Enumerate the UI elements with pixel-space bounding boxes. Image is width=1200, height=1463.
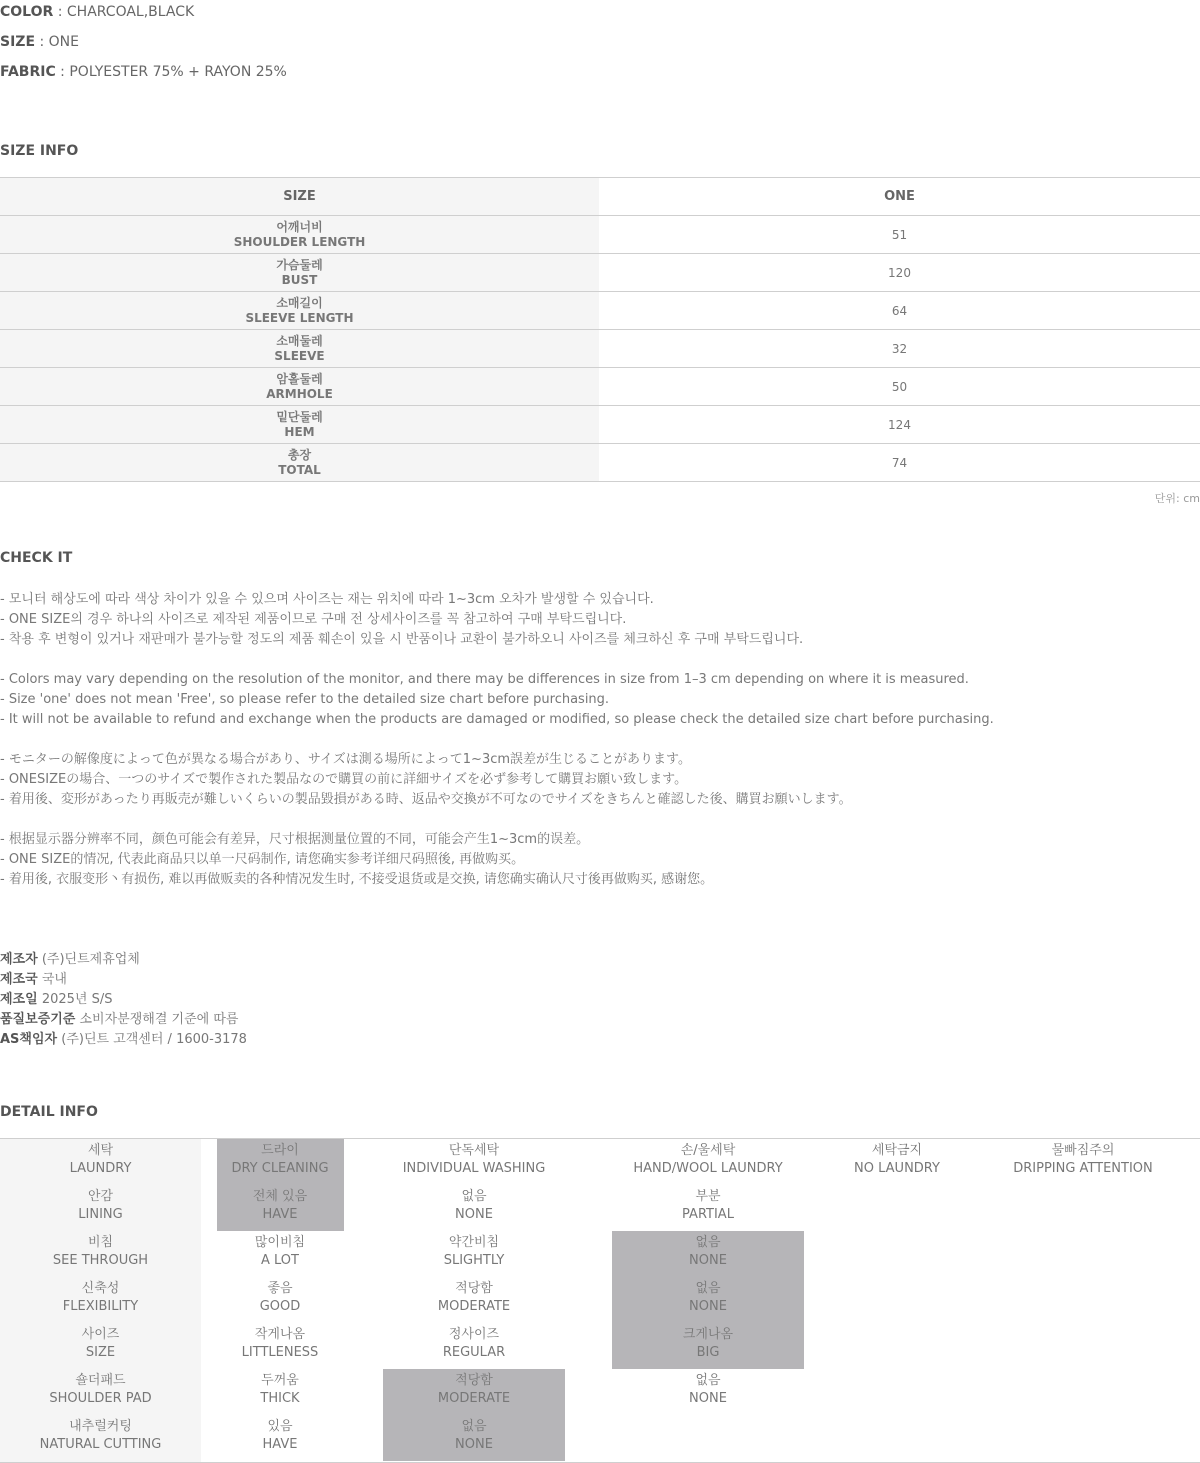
fabric-spec: [0, 64, 287, 80]
maker-row: [0, 970, 247, 990]
size-value: : ONE: [35, 34, 79, 50]
maker-label: 제조자: [0, 952, 38, 967]
note-zh: - ONE SIZE的情况, 代表此商品只以单一尺码制作, 请您确实参考详细尺码照後, 再做购买。: [0, 852, 525, 867]
table-row: [0, 254, 1200, 292]
color-label: COLOR: [0, 4, 54, 20]
measure-label-en: TOTAL: [278, 462, 321, 477]
maker-label: 품질보증기준: [0, 1012, 76, 1027]
measure-label: [0, 406, 599, 444]
detail-option-en: LITTLENESS: [241, 1345, 319, 1360]
detail-option: [364, 1326, 584, 1362]
detail-option-ko: 없음: [695, 1235, 721, 1250]
detail-option-en: HAVE: [262, 1207, 298, 1222]
size-spec: [0, 34, 79, 50]
detail-option-ko: 없음: [695, 1373, 721, 1388]
detail-option-en: DRIPPING ATTENTION: [1013, 1161, 1153, 1176]
detail-option-en: HAND/WOOL LAUNDRY: [633, 1161, 783, 1176]
detail-option-ko: 부분: [695, 1189, 721, 1204]
detail-option-ko: 세탁금지: [871, 1143, 923, 1158]
measure-label-ko: 가슴둘레: [276, 257, 323, 272]
detail-option-ko: 적당함: [455, 1281, 493, 1296]
detail-option-ko: 약간비침: [448, 1235, 500, 1250]
maker-value: (주)딘트제휴업체: [37, 952, 140, 967]
table-row: [0, 292, 1200, 330]
detail-option: [364, 1142, 584, 1178]
table-row: [0, 368, 1200, 406]
detail-row-label-en: LINING: [78, 1207, 123, 1222]
detail-option-en: NONE: [455, 1207, 493, 1222]
measure-label: [0, 292, 599, 330]
detail-option: [598, 1372, 818, 1408]
detail-option-ko: 두꺼움: [261, 1373, 299, 1388]
note-zh: - 根据显示器分辨率不同，颜色可能会有差异，尺寸根据测量位置的不同，可能会产生1~3cm的误差。: [0, 832, 590, 847]
note-ko: - ONE SIZE의 경우 하나의 사이즈로 제작된 제품이므로 구매 전 상세사이즈를 꼭 참고하여 구매 부탁드립니다.: [0, 612, 627, 627]
size-header-value: ONE: [599, 178, 1200, 216]
fabric-label: FABRIC: [0, 64, 56, 80]
detail-option: [364, 1372, 584, 1408]
table-row: [0, 330, 1200, 368]
note-ja: - ONESIZEの場合、一つのサイズで製作された製品なので購買の前に詳細サイズを必ず参考して購買お願い致します。: [0, 772, 688, 787]
detail-option: [598, 1280, 818, 1316]
maker-row: [0, 1010, 247, 1030]
measure-label-en: ARMHOLE: [266, 386, 333, 401]
note-ko: - 착용 후 변형이 있거나 재판매가 불가능할 정도의 제품 훼손이 있을 시 반품이나 교환이 불가하오니 사이즈를 체크하신 후 구매 부탁드립니다.: [0, 632, 804, 647]
maker-row: [0, 990, 247, 1010]
detail-option-en: PARTIAL: [682, 1207, 734, 1222]
detail-option-ko: 적당함: [455, 1373, 493, 1388]
measure-label-ko: 밑단둘레: [276, 409, 323, 424]
detail-option: [170, 1326, 390, 1362]
detail-option: [364, 1234, 584, 1270]
detail-option-en: INDIVIDUAL WASHING: [402, 1161, 546, 1176]
detail-option-en: DRY CLEANING: [231, 1161, 329, 1176]
detail-option-ko: 작게나옴: [254, 1327, 306, 1342]
detail-row-label-en: FLEXIBILITY: [62, 1299, 139, 1314]
detail-option: [170, 1418, 390, 1454]
detail-option: [170, 1188, 390, 1224]
detail-row-label-ko: 비침: [87, 1235, 114, 1250]
note-ja: - モニターの解像度によって色が異なる場合があり、サイズは測る場所によって1~3cm誤差が生じることがあります。: [0, 752, 691, 767]
table-row: [0, 216, 1200, 254]
note-ko: - 모니터 해상도에 따라 색상 차이가 있을 수 있으며 사이즈는 재는 위치에 따라 1~3cm 오차가 발생할 수 있습니다.: [0, 592, 654, 607]
measure-value: 50: [599, 368, 1200, 406]
table-row: [0, 444, 1200, 482]
detail-info-grid: [0, 1138, 1200, 1463]
measure-value: 74: [599, 444, 1200, 482]
color-spec: [0, 4, 194, 20]
size-header-label: SIZE: [0, 178, 599, 216]
detail-option: [170, 1372, 390, 1408]
detail-option: [170, 1142, 390, 1178]
measure-label: [0, 330, 599, 368]
detail-option: [364, 1188, 584, 1224]
detail-option-en: SLIGHTLY: [443, 1253, 505, 1268]
measure-value: 32: [599, 330, 1200, 368]
measure-value: 124: [599, 406, 1200, 444]
detail-option-en: GOOD: [259, 1299, 301, 1314]
detail-info-title: DETAIL INFO: [0, 1104, 98, 1120]
table-row: [0, 406, 1200, 444]
detail-row-label-en: SHOULDER PAD: [49, 1391, 152, 1406]
detail-option-en: BIG: [696, 1345, 720, 1360]
maker-label: 제조국: [0, 972, 38, 987]
detail-option-en: NONE: [689, 1253, 727, 1268]
size-label: SIZE: [0, 34, 36, 50]
detail-option-ko: 물빠짐주의: [1051, 1143, 1115, 1158]
detail-option-en: HAVE: [262, 1437, 298, 1452]
detail-option-ko: 정사이즈: [448, 1327, 500, 1342]
detail-option-en: NONE: [689, 1299, 727, 1314]
maker-label: AS책임자: [0, 1032, 58, 1047]
detail-option-ko: 많이비침: [254, 1235, 306, 1250]
detail-option-ko: 좋음: [267, 1281, 293, 1296]
measure-label-ko: 소매둘레: [276, 333, 323, 348]
detail-option-en: REGULAR: [442, 1345, 506, 1360]
detail-row-label-ko: 내추럴커팅: [69, 1419, 132, 1434]
size-table-header: [0, 178, 1200, 216]
detail-option-en: NO LAUNDRY: [854, 1161, 940, 1176]
detail-option-en: NONE: [455, 1437, 493, 1452]
detail-option-en: A LOT: [261, 1253, 299, 1268]
note-zh: - 着用後, 衣服变形丶有损伤, 难以再做贩卖的各种情况发生时, 不接受退货或是交换, 请您确实确认尺寸後再做购买, 感谢您。: [0, 872, 714, 887]
maker-value: 2025년 S/S: [37, 992, 113, 1007]
measure-label-en: SLEEVE: [274, 348, 325, 363]
detail-option: [170, 1234, 390, 1270]
size-table: [0, 177, 1200, 482]
detail-row-label-en: SEE THROUGH: [52, 1253, 149, 1268]
measure-label-ko: 총장: [287, 447, 312, 462]
detail-option: [598, 1234, 818, 1270]
measure-value: 51: [599, 216, 1200, 254]
detail-option: [364, 1418, 584, 1454]
note-ja: - 着用後、変形があったり再販売が難しいくらいの製品毀損がある時、返品や交換が不可なのでサイズをきちんと確認した後、購買お願いします。: [0, 792, 852, 807]
detail-option: [598, 1142, 818, 1178]
detail-option-en: NONE: [689, 1391, 727, 1406]
measure-label-en: SLEEVE LENGTH: [245, 310, 354, 325]
measure-label-en: SHOULDER LENGTH: [233, 234, 366, 249]
detail-row-label-ko: 신축성: [81, 1281, 120, 1296]
measure-label: [0, 216, 599, 254]
check-it-notes: [0, 590, 994, 890]
detail-option-ko: 크게나옴: [682, 1327, 734, 1342]
maker-info: [0, 950, 247, 1050]
detail-option-ko: 전체 있음: [252, 1189, 308, 1204]
check-it-title: CHECK IT: [0, 550, 73, 566]
measure-value: 64: [599, 292, 1200, 330]
measure-label: [0, 368, 599, 406]
detail-row-label-ko: 숄더패드: [75, 1373, 126, 1388]
detail-row-label-en: NATURAL CUTTING: [39, 1437, 162, 1452]
fabric-value: : POLYESTER 75% + RAYON 25%: [55, 64, 287, 80]
measure-value: 120: [599, 254, 1200, 292]
detail-row-label-en: SIZE: [85, 1345, 116, 1360]
note-en: - It will not be available to refund and exchange when the products are damaged or modified, so please check the detailed size chart before purchasing.: [0, 712, 994, 727]
detail-row-label-ko: 사이즈: [81, 1327, 120, 1342]
maker-row: [0, 950, 247, 970]
detail-option-ko: 손/울세탁: [680, 1143, 736, 1158]
detail-option-ko: 단독세탁: [448, 1143, 500, 1158]
detail-option-en: THICK: [260, 1391, 300, 1406]
detail-option: [598, 1188, 818, 1224]
maker-label: 제조일: [0, 992, 38, 1007]
detail-option-en: MODERATE: [437, 1299, 511, 1314]
note-en: - Colors may vary depending on the resolution of the monitor, and there may be differences in size from 1–3 cm depending on where it is measured.: [0, 672, 969, 687]
detail-option-en: MODERATE: [437, 1391, 511, 1406]
measure-label-ko: 암홀둘레: [276, 371, 323, 386]
size-info-title: SIZE INFO: [0, 143, 79, 159]
detail-row-label-ko: 세탁: [87, 1143, 114, 1158]
detail-option: [973, 1142, 1193, 1178]
detail-row-label-ko: 안감: [87, 1189, 114, 1204]
measure-label: [0, 254, 599, 292]
detail-option: [598, 1326, 818, 1362]
detail-option-ko: 없음: [695, 1281, 721, 1296]
measure-label-en: HEM: [284, 424, 315, 439]
detail-row-label-en: LAUNDRY: [69, 1161, 132, 1176]
note-en: - Size 'one' does not mean 'Free', so please refer to the detailed size chart before purchasing.: [0, 692, 610, 707]
measure-label-ko: 소매길이: [276, 295, 323, 310]
detail-option-ko: 있음: [267, 1419, 293, 1434]
measure-label: [0, 444, 599, 482]
detail-option: [170, 1280, 390, 1316]
detail-option-ko: 없음: [461, 1419, 487, 1434]
maker-value: 국내: [37, 972, 67, 987]
measure-label-ko: 어깨너비: [276, 219, 323, 234]
color-value: : CHARCOAL,BLACK: [53, 4, 195, 20]
detail-option-ko: 드라이: [261, 1143, 299, 1158]
maker-value: (주)딘트 고객센터 / 1600-3178: [57, 1032, 247, 1047]
measure-label-en: BUST: [281, 272, 318, 287]
maker-row: [0, 1030, 247, 1050]
maker-value: 소비자분쟁해결 기준에 따름: [75, 1012, 239, 1027]
unit-note: 단위: cm: [1154, 492, 1200, 505]
detail-option-ko: 없음: [461, 1189, 487, 1204]
detail-option: [364, 1280, 584, 1316]
